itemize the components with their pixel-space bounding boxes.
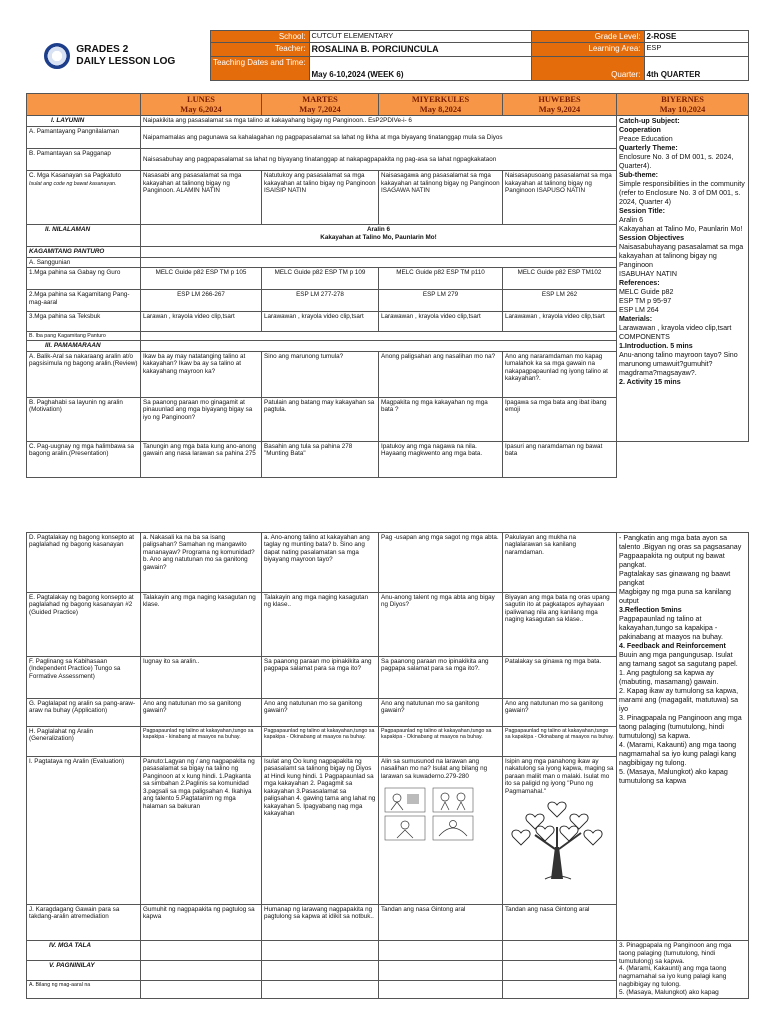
panel-line: ESP LM 264 xyxy=(619,306,659,315)
panel-line: References: xyxy=(619,279,660,288)
quarter-label: Quarter: xyxy=(531,57,644,81)
day-wednesday: MIYERKULES May 8,2024 xyxy=(379,94,503,116)
panel-line: Pagpaapakita ng output ng bawat pangkat. xyxy=(619,552,725,569)
row-kasanayan: C. Mga Kasanayan sa Pagkatuto Isulat ang code ng bawat kasanayan. Nasasabi ang pasasalamat sa mga kakayahan at talinong bigay ng Panginoon. ALAMIN NATIN Natutukoy ang pasasalamat sa mga kakayahan at talino bigay ng Panginoon ISAISIP NATIN Naisasagawa ang pasasalamat sa mga kakayahan at talinong bigay ng Panginoon ISAGAWA NATIN Naisasapusoang pasasalamat sa mga kakayahan at talinong bigay ng Panginoon ISAPUSO NATIN xyxy=(27,171,749,225)
school-label: School: xyxy=(210,31,309,43)
panel-line: 5. (Masaya, Malungkot) ako kapag tumutulong sa kapwa xyxy=(619,768,728,785)
area-label: Learning Area: xyxy=(531,43,644,57)
row-kagamitan: KAGAMITANG PANTURO xyxy=(27,247,749,257)
panel-line: Anu-anong talino mayroon tayo? Sino marunong umawuit?gumuhit? magdrama?magsayaw?. xyxy=(619,351,738,378)
day-thursday: HUWEBES May 9,2024 xyxy=(503,94,617,116)
doc-title-grade: GRADES 2 xyxy=(76,43,129,55)
panel-line: ISABUHAY NATIN xyxy=(619,270,677,279)
panel-line: - Pangkatin ang mga bata ayon sa talento .Bigyan ng oras sa pagsasanay xyxy=(619,534,742,551)
panel-line: Sub-theme: xyxy=(619,171,659,180)
row-teksbuk: 3.Mga pahina sa Teksbuk Larawan , krayola video clip,tsart Larawawan , krayola video clip,tsart Larawawan , krayola video clip,tsart Larawawan , krayola video clip,tsart xyxy=(27,312,749,332)
panel-line: Pagpapaunlad ng talino at kakayahan,tungo sa kapakipa - pakinabang at maayos na buhay. xyxy=(619,615,723,641)
panel-line: 2. Activity 15 mins xyxy=(619,378,681,387)
panel-line: Simple responsibilities in the community (refer to Enclosure No. 3 of DM 001, s. 2024, Quarter 4) xyxy=(619,180,745,207)
panel-line: Pagtalakay sas ginawang ng baawt pangkat xyxy=(619,570,731,587)
panel-line: 2. Kapag ikaw ay tumulong sa kapwa, marami ang (magagalit, matutuwa) sa iyo xyxy=(619,687,739,713)
teacher-label: Teacher: xyxy=(210,43,309,57)
row-pag-uugnay: C. Pag-uugnay ng mga halimbawa sa bagong aralin.(Presentation) Tanungin ang mga bata kung ano-anong gawain ang nasa larawan sa pahina 275 Basahin ang tula sa pahina 278 "Munting Bata" Ipatukoy ang mga nagawa na nila. Hayaang magkwento ang mga bata. Ipasuri ang naramdaman ng bawat bata xyxy=(27,442,749,478)
day-header-row xyxy=(27,94,749,116)
panel-line: Quarterly Theme: xyxy=(619,144,678,153)
panel-line: 1.Introduction. 5 mins xyxy=(619,342,693,351)
row-pagtalakay-2: E. Pagtalakay ng bagong konsepto at paglalahad ng bagong kasanayan #2 (Guided Practice) Talakayin ang mga naging kasagutan ng klase. Talakayin ang mga naging kasagutan ng klase.. Anu-anong talent ng mga abta ang bigay ng Diyos? Biyayan ang mga bata ng oras upang sagutin ito at pagkatapos ayhayaan ipaliwanag nila ang kanilang mga naging kasagutan sa klase.. xyxy=(27,593,749,657)
row-paglalahat: H. Paglalahat ng Aralin (Generalization) Pagpapaunlad ng talino at kakayahan,tungo sa kapakipa - kinabang at maayos na buhay. Pagpapaunlad ng talino at kakayahan,tungo sa kapakipa - Okinabang at maayos na buhay. Pagpapaunlad ng talino at kakayahan,tungo sa kapakipa - Okinabang at maayos na buhay. Pagpapaunlad ng talino at kakayahan,tungo sa kapakipa - Okinabang at maayos na buhay. xyxy=(27,727,749,757)
row-nilalaman: II. NILALAMAN Aralin 6 Kakayahan at Talino Mo, Paunlarin Mo! xyxy=(27,225,749,247)
row-pamamaraan: III. PAMAMARAAN xyxy=(27,341,749,352)
panel-line: 4. Feedback and Reinforcement xyxy=(619,642,726,650)
row-paglinang: F. Paglinang sa Kabihasaan (Independent Practice) Tungo sa Formative Assessment) Iugnay ito sa aralin.. Sa paanong paraan mo ipinakikita ang pagpapa salamat para sa mga ito? Sa paanong paraan mo ipinakikita ang pagpapa salamat para sa mga ito?. Patalakay sa ginawa ng mga bata. xyxy=(27,657,749,699)
dates-label: Teaching Dates and Time: xyxy=(210,57,309,81)
row-pamantayang: A. Pamantayang Pangnilalaman Naipamamalas ang pagunawa sa kahalagahan ng pagpapasalamat sa lahat ng likha at mga biyayang tinatanggap mula sa Diyos xyxy=(27,127,749,149)
panel-line: Materials: xyxy=(619,315,653,324)
friday-session-panel xyxy=(617,116,749,442)
row-pagtalakay-1: D. Pagtalakay ng bagong konsepto at paglalahad ng bagong kasanayan a. Nakasali ka na ba sa isang paligsahan? Samahan ng mangawito mananayaw? Programa ng komunidad? b. Ano ang natutunan mo sa ganitong gawain? a. Ano-anong talino at kakayahan ang taglay ng munting bata? b. Sino ang dapat nating pasalamatan sa mga biyayang mayroon tayo? Pag -usapan ang mga sagot ng mga abta. Pakulayan ang mukha na naglalarawan sa kanilang naramdaman. - Pangkatin ang mga bata ayon sa talento .Bigyan ng oras sa pagsasanay Pagpaapakita ng output ng bawat pangkat. Pagtalakay sas ginawang ng baawt pangkat Magbigay ng mga puna sa kanilang output 3.Reflection 5mins Pagpapaunlad ng talino at kakayahan,tungo sa kapakipa - pakinabang at maayos na buhay. 4. Feedback and Reinforcement Buuin ang mga pangungusap. Isulat ang tamang sagot sa sagutang papel. 1. Ang pagtulong sa kapwa ay (mabuting, masamang) gawain. 2. Kapag ikaw ay tumulong sa kapwa, marami ang (magagalit, matutuwa) sa iyo 3. Pinagpapala ng Panginoon ang mga taong palaging (tumutulong, hindi tumutulong) sa kapwa. 4. (Marami, Kakaunti) ang mga taong nagmamahal sa iyo kung palagi kang nagbibigay ng tulong. 5. (Masaya, Malungkot) ako kapag tumutulong sa kapwa xyxy=(27,533,749,593)
day-tuesday: MARTES May 7,2024 xyxy=(262,94,379,116)
panel-line: Larawawan , krayola video clip,tsart xyxy=(619,324,732,333)
dll-page-2 xyxy=(26,532,748,999)
day-monday: LUNES May 6,2024 xyxy=(141,94,262,116)
panel-line: 3. Pinagpapala ng Panginoon ang mga taong palaging (tumutulong, hindi tumutulong) sa kapwa. xyxy=(619,714,742,740)
grade-label: Grade Level: xyxy=(531,31,644,43)
panel-line: Kakayahan at Talino Mo, Paunlarin Mo! xyxy=(619,225,743,234)
panel-line: Session Objectives xyxy=(619,234,685,243)
panel-line: Magbigay ng mga puna sa kanilang output xyxy=(619,588,732,605)
row-gabay: 1.Mga pahina sa Gabay ng Guro MELC Guide p82 ESP TM p 105 MELC Guide p82 ESP TM p 109 MELC Guide p82 ESP TM p110 MELC Guide p82 ESP TM102 xyxy=(27,268,749,290)
row-layunin: I. LAYUNIN Naipakikita ang pasasalamat sa mga talino at kakayahang bigay ng Panginoon.. EsP2PDIVe-i- 6 Catch-up Subject: Cooperation Peace Education Quarterly Theme: Enclosure No. 3 of DM 001, s. 2024, Quarter4). Sub-theme: Simple responsibilities in the community (refer to Enclosure No. 3 of DM 001, s. 2024, Quarter 4) Session Title: Aralin 6 Kakayahan at Talino Mo, Paunlarin Mo! Session Objectives Naisasabuhayang pasasalamat sa mga kakayahan at talinong bigay ng Panginoon ISABUHAY NATIN References: MELC Guide p82 ESP TM p 95-97 ESP LM 264 Materials: Larawawan , krayola video clip,tsart COMPONENTS 1.Introduction. 5 mins Anu-anong talino mayroon tayo? Sino marunong umawuit?gumuhit? magdrama?magsayaw?. 2. Activity 15 mins xyxy=(27,116,749,127)
panel-line: Naisasabuhayang pasasalamat sa mga kakayahan at talinong bigay ng Panginoon xyxy=(619,243,744,270)
row-kagamitang-mag: 2.Mga pahina sa Kagamitang Pang-mag-aaral ESP LM 266-267 ESP LM 277-278 ESP LM 279 ESP LM 262 xyxy=(27,290,749,312)
panel-line: 4. (Marami, Kakaunti) ang mga taong nagmamahal sa iyo kung palagi kang nagbibigay ng tulong. xyxy=(619,741,737,767)
panel-line: Cooperation xyxy=(619,126,661,135)
teacher-value: ROSALINA B. PORCIUNCULA xyxy=(309,43,531,57)
row-balik-aral: A. Balik-Aral sa nakaraang aralin at/o pagsisimula ng bagong aralin.(Review) Ikaw ba ay may natatanging talino at kakayahan? Ikaw ba ay sa talino at kakayahang mayroon ka? Sino ang marunong tumula? Anong paligsahan ang nasalihan mo na? Ano ang nararamdaman mo kapag lumalahok ka sa mga gawain na nakapagpapaunlad ng iyong talino at kakayahan?. xyxy=(27,352,749,398)
panel-line: Aralin 6 xyxy=(619,216,644,225)
dates-value: May 6-10,2024 (WEEK 6) xyxy=(309,57,531,81)
school-value: CUTCUT ELEMENTARY xyxy=(309,31,531,43)
panel-line: Catch-up Subject: xyxy=(619,117,680,126)
panel-line: Session Title: xyxy=(619,207,665,216)
row-bilang: A. Bilang ng mag-aaral na xyxy=(27,981,749,999)
row-evaluation: I. Pagtataya ng Aralin (Evaluation) Panuto:Lagyan ng / ang nagpapakita ng pasasalamat sa bigay na talino ng Panginoon at x kung hindi. 1.Pagkanta sa simbahan 2.Paglinis sa komunidad 3.pagsali sa mga paligsahan 4. Ikahiya ang talento 5.Pagtatanim ng mga halaman sa bakuran Isulat ang Oo kung nagpapakita ng pasasalamt sa talinong bigay ng Diyos at Hindi kung hindi. 1 Pagpapaunlad sa mga kakayahan 2. Pagagmit sa kakayahan 3.Pasasalamat sa paligsahan 4. gawing tama ang lahat ng kakayahan 5. Ipagyabang nag mga kakayahan Alin sa sumusunod na larawan ang nasalihan mo na? Isulat ang bilang ng larawan sa kuwaderno.279-280 Isipin ang mga panahong ikaw ay nakatulong sa iyong kapwa, maging sa paraan maliit man o malaki. Isulat mo ito sa paligid ng iyong "Puno ng Pagmamahal." xyxy=(27,757,749,905)
panel-line: 4. (Marami, Kakaunti) ang mga taong nagmamahal sa iyo kung palagi kang nagbibigay ng tulong. xyxy=(619,965,727,988)
grade-value: 2-ROSE xyxy=(644,31,748,43)
panel-line: ESP TM p 95-97 xyxy=(619,297,672,306)
row-paghahabi: B. Paghahabi sa layunin ng aralin (Motivation) Sa paanong paraan mo ginagamit at pinauunlad ang mga biyayang bigay sa iyo ng Panginoon? Patulain ang batang may kakayahan sa pagtula. Magpakita ng mga kakayahan ng mga bata ? Ipagawa sa mga bata ang ibat ibang emoji xyxy=(27,398,749,442)
friday-activity-panel xyxy=(617,533,749,941)
friday-feedback-panel xyxy=(617,941,749,999)
row-takdang-aralin: J. Karagdagang Gawain para sa takdang-aralin atremediation Gumuhit ng nagpapakita ng pagtulog sa kapwa Humanap ng larawang nagpapakita ng pagtulong sa kapwa at idikit sa notbuk.. Tandan ang nasa Gintong aral Tandan ang nasa Gintong aral xyxy=(27,905,749,941)
panel-line: 5. (Masaya, Malungkot) ako kapag xyxy=(619,988,719,996)
panel-line: Enclosure No. 3 of DM 001, s. 2024, Quarter4). xyxy=(619,153,734,171)
panel-line: 3.Reflection 5mins xyxy=(619,606,682,614)
dll-page-1 xyxy=(26,30,748,478)
header-brand xyxy=(26,31,210,81)
tree-of-love-image xyxy=(505,797,609,881)
lesson-table-1 xyxy=(26,93,749,478)
doc-title: DAILY LESSON LOG xyxy=(76,55,176,67)
panel-line: Peace Education xyxy=(619,135,673,144)
panel-line: Buuin ang mga pangungusap. Isulat ang tamang sagot sa sagutang papel. xyxy=(619,651,738,668)
row-iba: B. Iba pang Kagamitang Panturo xyxy=(27,332,749,341)
row-paglalapat: G. Paglalapat ng aralin sa pang-araw-araw na buhay (Application) Ano ang natutunan mo sa ganitong gawain? Ano ang natutunan mo sa ganitong gawain? Ano ang natutunan mo sa ganitong gawain? Ano ang natutunan mo sa ganitong gawain? xyxy=(27,699,749,727)
panel-line: MELC Guide p82 xyxy=(619,288,674,297)
row-pagganap: B. Pamantayan sa Pagganap Naisasabuhay ang pagpapasalamat sa lahat ng biyayang tinatanggap at nakapagpapakita ng pag-asa sa lahat ngpagkakataon xyxy=(27,149,749,171)
panel-line: 1. Ang pagtulong sa kapwa ay (mabuting, masamang) gawain. xyxy=(619,669,719,686)
panel-line: COMPONENTS xyxy=(619,333,670,342)
row-pagninilay: V. PAGNINILAY xyxy=(27,961,749,981)
area-value: ESP xyxy=(644,43,748,57)
row-sanggunian: A. Sanggunian xyxy=(27,257,749,267)
panel-line: 3. Pinagpapala ng Panginoon ang mga taong palaging (tumutulong, hindi tumutulong) sa kapwa. xyxy=(619,942,732,965)
lesson-table-2 xyxy=(26,532,749,999)
quarter-value: 4th QUARTER xyxy=(644,57,748,81)
header-table xyxy=(26,30,749,81)
deped-seal-icon xyxy=(44,43,70,69)
day-friday: BIYERNES May 10,2024 xyxy=(617,94,749,116)
row-mga-tala: IV. MGA TALA 3. Pinagpapala ng Panginoon ang mga taong palaging (tumutulong, hindi tumutulong) sa kapwa. 4. (Marami, Kakaunti) ang mga taong nagmamahal sa iyo kung palagi kang nagbibigay ng tulong. 5. (Masaya, Malungkot) ako kapag xyxy=(27,941,749,961)
layunin-text: Naipakikita ang pasasalamat sa mga talino at kakayahang bigay ng Panginoon.. EsP2PDIVe-i- 6 xyxy=(141,116,617,127)
activity-pictures-image xyxy=(381,784,481,844)
